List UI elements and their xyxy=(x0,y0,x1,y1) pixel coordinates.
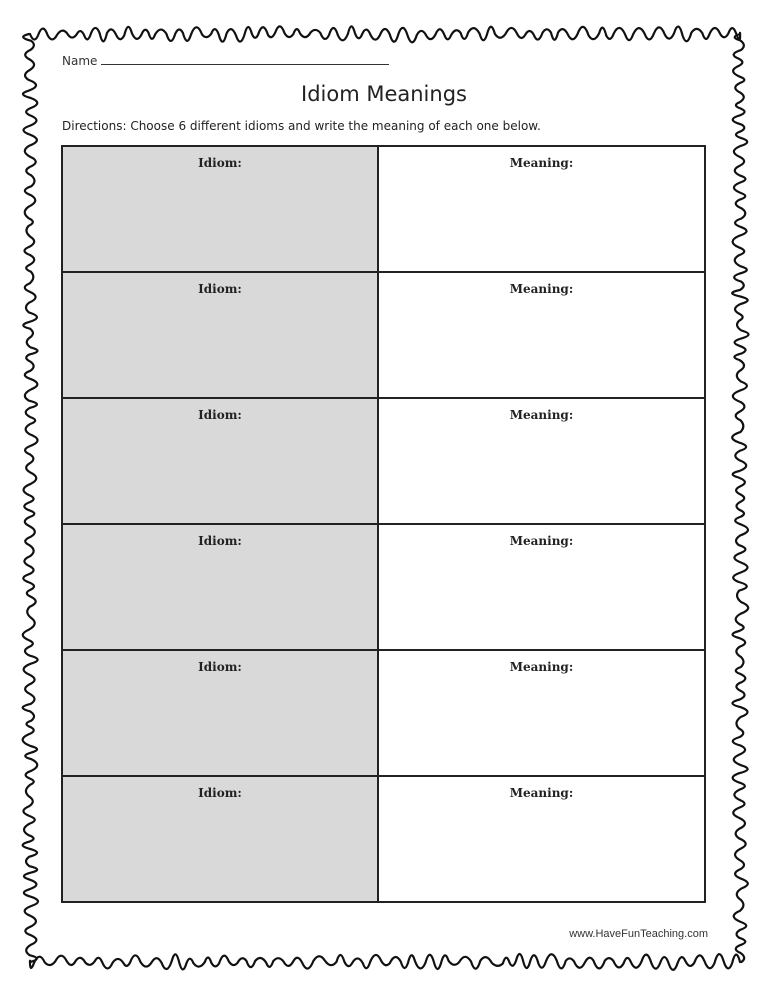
table-row xyxy=(63,271,704,397)
table-row xyxy=(63,523,704,649)
table-row xyxy=(63,649,704,775)
name-input-line[interactable] xyxy=(101,52,389,65)
idiom-label: Idiom: xyxy=(198,408,242,422)
idiom-label: Idiom: xyxy=(198,534,242,548)
meaning-label: Meaning: xyxy=(509,534,574,548)
meaning-label: Meaning: xyxy=(509,786,574,800)
idiom-cell[interactable] xyxy=(63,651,379,775)
border-squiggle xyxy=(732,34,748,962)
idiom-cell[interactable] xyxy=(63,525,379,649)
border-squiggle xyxy=(30,26,740,42)
meaning-cell[interactable] xyxy=(379,777,704,901)
table-row xyxy=(63,397,704,523)
meaning-cell[interactable] xyxy=(379,399,704,523)
meaning-label: Meaning: xyxy=(509,660,574,674)
meaning-label: Meaning: xyxy=(509,156,574,170)
meaning-label: Meaning: xyxy=(509,408,574,422)
table-row xyxy=(63,147,704,271)
idiom-table xyxy=(61,145,706,903)
idiom-label: Idiom: xyxy=(198,786,242,800)
name-label: Name xyxy=(62,54,98,68)
meaning-cell[interactable] xyxy=(379,525,704,649)
idiom-cell[interactable] xyxy=(63,777,379,901)
idiom-cell[interactable] xyxy=(63,147,379,271)
idiom-label: Idiom: xyxy=(198,282,242,296)
page-title: Idiom Meanings xyxy=(301,82,467,106)
border-squiggle xyxy=(23,34,38,962)
idiom-cell[interactable] xyxy=(63,273,379,397)
table-row xyxy=(63,775,704,901)
meaning-cell[interactable] xyxy=(379,147,704,271)
idiom-label: Idiom: xyxy=(198,660,242,674)
directions-text: Directions: Choose 6 different idioms and write the meaning of each one below. xyxy=(62,119,541,133)
website-credit: www.HaveFunTeaching.com xyxy=(569,928,708,940)
idiom-cell[interactable] xyxy=(63,399,379,523)
border-squiggle xyxy=(30,954,740,970)
meaning-label: Meaning: xyxy=(509,282,574,296)
meaning-cell[interactable] xyxy=(379,273,704,397)
meaning-cell[interactable] xyxy=(379,651,704,775)
idiom-label: Idiom: xyxy=(198,156,242,170)
name-field xyxy=(62,52,389,68)
